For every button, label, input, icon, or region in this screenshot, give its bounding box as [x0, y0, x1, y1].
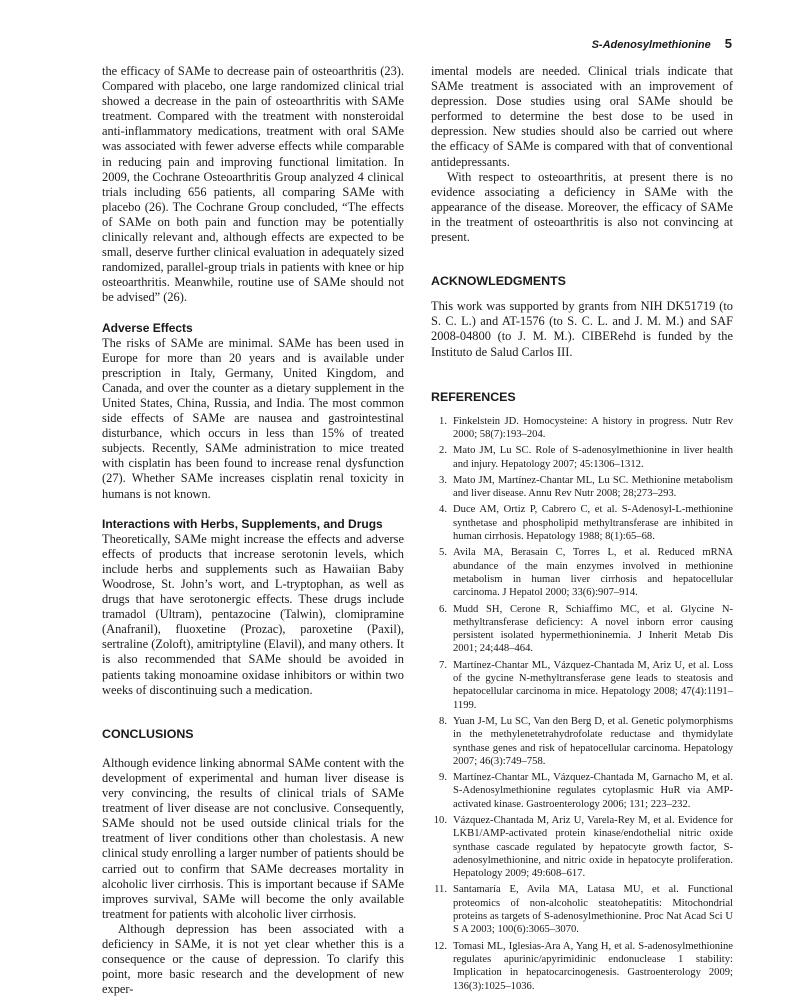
reference-number: 7. — [439, 659, 447, 671]
reference-text: Martínez-Chantar ML, Vázquez-Chantada M, Ariz U, et al. Loss of the gycine N-methyltransferase gene leads to steatosis and hepatocellular carcinoma in mice. Hepatology 2008; 47(4):1191–1199. — [453, 659, 733, 711]
reference-text: Finkelstein JD. Homocysteine: A history in progress. Nutr Rev 2000; 58(7):193–204. — [453, 415, 733, 440]
reference-text: Mudd SH, Cerone R, Schiaffimo MC, et al. Glycine N-methyltransferase deficiency: A novel inborn error causing persistent isolated hypermethioninemia. J Inherit Metab Dis 2001; 24;448–464. — [453, 603, 733, 655]
reference-text: Mato JM, Martínez-Chantar ML, Lu SC. Methionine metabolism and liver disease. Annu Rev Nutr 2008; 28;273–293. — [453, 474, 733, 500]
reference-text: Duce AM, Ortiz P, Cabrero C, et al. S-Adenosyl-L-methionine synthetase and phospholipid methyltransferase are inhibited in human cirrhosis. Hepatology 1988; 8(1):65–68. — [453, 504, 733, 543]
intro-paragraph: the efficacy of SAMe to decrease pain of osteoarthritis (23). Compared with placebo, one large randomized clinical trial showed a decrease in the pain of osteoarthritis with SAMe treatment. Compared with the treatment with nonsteroidal anti-inflammatory medications, treatment with oral SAMe was associated with fewer adverse effects while comparable in reducing pain and improving functional limitation. In 2009, the Cochrane Osteoarthritis Group analyzed 4 clinical trials including 656 patients, all comparing SAMe with placebo (26). The Cochrane Group concluded, “The effects of SAMe on both pain and function may be potentially clinically relevant and, although effects are expected to be small, deserve further clinical evaluation in adequately sized randomized, parallel-group trials in patients with knee or hip osteoarthritis. Meanwhile, routine use of SAMe should not be advised” (26). — [102, 64, 404, 305]
reference-number: 8. — [439, 715, 447, 727]
conclusions-paragraph-1: Although evidence linking abnormal SAMe content with the development of experimental and human liver disease is very convincing, the results of clinical trials of SAMe treatment of liver disease are not conclusive. Consequently, SAMe should not be used outside clinical trials for the treatment of liver conditions other than cholestasis. A new clinical study enrolling a larger number of patients should be carried out to confirm that SAMe decreases mortality in alcoholic liver cirrhosis. This is important because if SAMe improves survival, SAMe will become the only available treatment for patients with alcoholic liver cirrhosis. — [102, 755, 404, 921]
reference-item — [431, 474, 733, 501]
reference-item — [431, 883, 733, 936]
acknowledgments-heading: ACKNOWLEDGMENTS — [431, 274, 566, 289]
interactions-paragraph: Theoretically, SAMe might increase the effects and adverse effects of products that increase serotonin levels, which include herbs and supplements such as Hawaiian Baby Woodrose, St. John’s wort, and L-tryptophan, as well as drugs that have serotonergic effects. These drugs include tramadol (Ultram), pentazocine (Talwin), clomipramine (Anafranil), fluoxetine (Prozac), paroxetine (Paxil), sertraline (Zoloft), amitriptyline (Elavil), and many others. It is also recommended that SAMe should be avoided in patients taking monoamine oxidase inhibitors or within two weeks of discontinuing such a medication. — [102, 531, 404, 697]
adverse-effects-paragraph: The risks of SAMe are minimal. SAMe has been used in Europe for more than 20 years and is available under prescription in Italy, Germany, United Kingdom, and Canada, and over the counter as a dietary supplement in the United States, China, Russia, and India. The most common side effects of SAMe are nausea and gastrointestinal disturbance, which occurs in less than 15% of treated subjects. Recently, SAMe administration to mice treated with cisplatin has been found to increase renal dysfunction (27). Whether SAMe increases cisplatin renal toxicity in humans is not known. — [102, 335, 404, 501]
running-title: S-Adenosylmethionine — [591, 39, 711, 51]
reference-number: 3. — [439, 474, 447, 486]
reference-number: 6. — [439, 603, 447, 615]
acknowledgments-paragraph: This work was supported by grants from NIH DK51719 (to S. C. L.) and AT-1576 (to S. C. L. and J. M. M.) and SAF 2008-04800 (to J. M. M.). CIBERehd is funded by the Instituto de Salud Carlos III. — [431, 299, 733, 359]
left-column — [102, 64, 404, 997]
interactions-heading: Interactions with Herbs, Supplements, and Drugs — [102, 516, 383, 531]
reference-text: Yuan J-M, Lu SC, Van den Berg D, et al. Genetic polymorphisms in the methylenetetrahydrofolate reductase and thymidylate synthase genes and risk of hepatocellular carcinoma. Hepatology 2007; 46(3):749–758. — [453, 715, 733, 767]
reference-number: 4. — [439, 504, 447, 516]
reference-number: 2. — [439, 445, 447, 457]
reference-number: 11. — [434, 884, 447, 896]
reference-item — [431, 940, 733, 993]
reference-text: Mato JM, Lu SC. Role of S-adenosylmethionine in liver health and injury. Hepatology 2007; 45:1306–1312. — [453, 445, 733, 470]
reference-number: 1. — [439, 415, 447, 427]
reference-item — [431, 444, 733, 471]
reference-item — [431, 771, 733, 811]
reference-number: 10. — [433, 815, 447, 826]
reference-item — [431, 603, 733, 656]
reference-item — [431, 503, 733, 543]
reference-text: Avila MA, Berasain C, Torres L, et al. Reduced mRNA abundance of the main enzymes involved in methionine metabolism in human liver cirrhosis and hepatocellular carcinoma. J Hepatol 2000; 33(6):907–914. — [453, 547, 733, 599]
reference-item — [431, 715, 733, 768]
reference-item — [431, 415, 733, 442]
reference-number: 12. — [433, 940, 447, 952]
reference-number: 5. — [439, 547, 447, 559]
reference-number: 9. — [439, 772, 447, 784]
conclusions-paragraph-2: Although depression has been associated with a deficiency in SAMe, it is not yet clear whether this is a consequence or the cause of depression. To clarify this point, more basic research and the development of new exper- — [102, 921, 404, 997]
reference-item — [431, 546, 733, 599]
reference-text: Tomasi ML, Iglesias-Ara A, Yang H, et al. S-adenosylmethionine regulates apurinic/apyrimidinic endonuclease 1 stability: Implication in hepatocarcinogenesis. Gastroenterology 2009; 136(3):1025–1036. — [453, 940, 733, 992]
osteoarthritis-paragraph: With respect to osteoarthritis, at present there is no evidence associating a deficiency in SAMe with the appearance of the disease. Moreover, the efficacy of SAMe in the treatment of osteoarthritis is also not convincing at present. — [431, 169, 733, 245]
reference-item — [431, 814, 733, 880]
continued-paragraph: imental models are needed. Clinical trials indicate that SAMe treatment is associated with an improvement of depression. Dose studies using oral SAMe should be performed to determine the best dose to be used in depression. New studies should also be carried out where the efficacy of SAMe is compared with that of conventional antidepressants. — [431, 64, 733, 169]
references-list — [431, 415, 733, 993]
reference-text: Martínez-Chantar ML, Vázquez-Chantada M, Garnacho M, et al. S-Adenosylmethionine regulates cytoplasmic HuR via AMP-activated kinase. Gastroenterology 2006; 131; 223–232. — [453, 772, 733, 810]
conclusions-heading: CONCLUSIONS — [102, 726, 194, 741]
adverse-effects-heading: Adverse Effects — [102, 320, 193, 335]
running-header — [592, 36, 732, 51]
right-column — [431, 64, 733, 996]
reference-text: Vázquez-Chantada M, Ariz U, Varela-Rey M, et al. Evidence for LKB1/AMP-activated protein kinase/endothelial nitric oxide synthase cascade regulated by hepatocyte growth factor, S-adenosylmethionine, and nitric oxide in hepatocyte proliferation. Hepatology 2009; 49:608–617. — [453, 815, 733, 880]
reference-item — [431, 659, 733, 712]
references-heading: REFERENCES — [431, 389, 516, 404]
reference-text: Santamaría E, Avila MA, Latasa MU, et al. Functional proteomics of non-alcoholic steatohepatitis: Mitochondrial proteins as targets of S-adenosylmethionine. Proc Nat Acad Sci U S A 2003; 100(6):3065–3070. — [453, 884, 733, 936]
page-number: 5 — [724, 36, 732, 51]
